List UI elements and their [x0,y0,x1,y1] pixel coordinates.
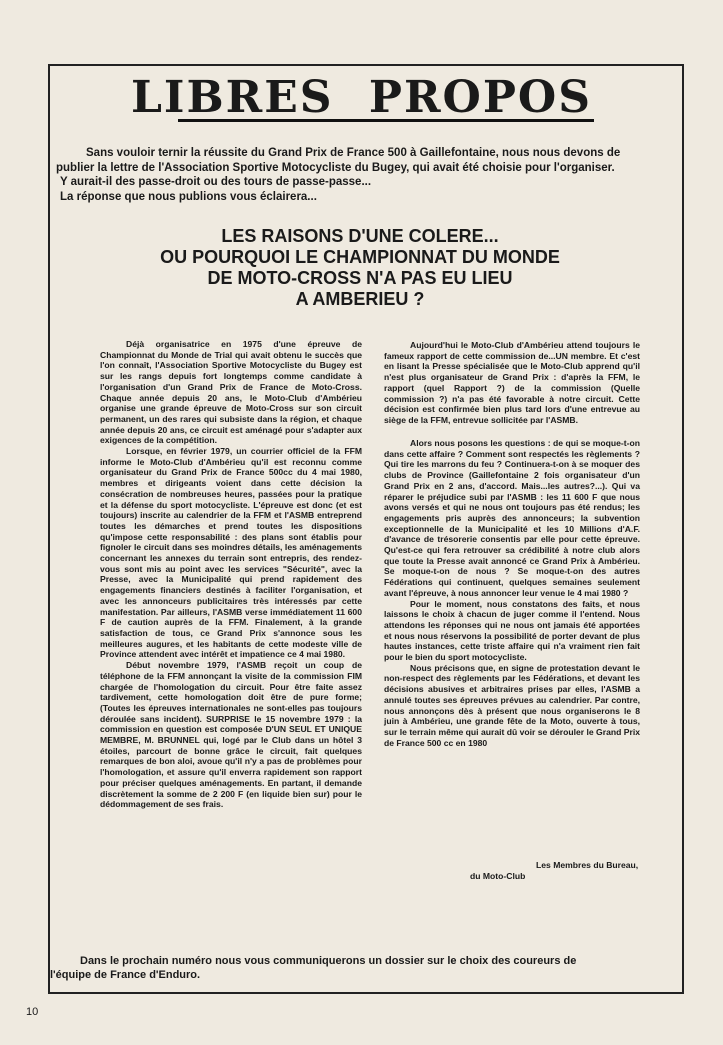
headline-line: DE MOTO-CROSS N'A PAS EU LIEU [207,268,513,288]
intro-line: Sans vouloir ternir la réussite du Grand Prix de France 500 à Gaillefontaine, nous nous devons de [86,147,621,159]
headline-line: OU POURQUOI LE CHAMPIONNAT DU MONDE [160,247,560,267]
headline-line: LES RAISONS D'UNE COLERE... [221,226,499,246]
body-paragraph: Début novembre 1979, l'ASMB reçoit un coup de téléphone de la FFM annonçant la visite de la commission FIM chargée de l'homologation du circuit. Pour être faite assez tardivement, cette homologation doit être de pure forme; (Toutes les épreuves internationales ne sont-elles pas toujours déroulée sans incident). SURPRISE le 15 novembre 1979 : la commission en question est composée D'UN SEUL ET UNIQUE MEMBRE, M. BRUNNEL qui, logé par le Club dans un hôtel 3 étoiles, parcourt de bonne grâce le circuit, fait quelques remarques de bon aloi, avoue qu'il n'y a pas de problèmes pour l'homologation, et assure qu'il enverra rapidement son rapport pour préciser quelques aménagements. En partant, il demande discrètement la somme de 2 200 F (en liquide bien sur) pour le dédommagement de ses frais. [100,660,362,810]
signature-line: Les Membres du Bureau, [536,860,639,870]
signature-block [470,860,710,882]
body-paragraph: Déjà organisatrice en 1975 d'une épreuve de Championnat du Monde de Trial qui avait obtenu le succès que l'on connaît, l'Association Sportive Motocycliste du Bugey est sur les rangs depuis fort longtemps comme candidate à l'organisation d'un Grand Prix de France de Moto-Cross. Chaque année depuis 20 ans, le Moto-Club d'Ambérieu organise une grande épreuve de Moto-Cross sur son circuit permanent, un des rares qui subsiste dans la région, et chaque année depuis 20 ans, ce circuit est aménagé pour s'adapter aux exigences de la compétition. [100,339,362,446]
headline-line: A AMBERIEU ? [295,289,425,309]
body-paragraph: Pour le moment, nous constatons des faits, et nous laissons le choix à chacun de juger comme il l'entend. Nous attendons les réponses qui ne nous ont jamais été apportées et nous nous réservons la possibilité de porter devant de plus hautes instances, cette triste affaire qui n'a vraiment rien fait pour le bien du sport motocycliste. [384,598,640,663]
intro-line: La réponse que nous publions vous éclairera... [60,190,317,203]
title-underline [178,119,594,122]
right-column-bottom [384,438,640,748]
signature-line: du Moto-Club [470,871,526,881]
footer-line: l'équipe de France d'Enduro. [50,968,201,981]
article-headline [90,226,630,310]
right-column-top [384,340,640,426]
body-paragraph: Nous précisons que, en signe de protestation devant le non-respect des règlements par les Fédérations, et devant les décisions abusives et arbitraires prises par elles, l'ASMB a annulé toutes ses épreuves prévues au calendrier. Par contre, nous annonçons dès à présent que nous organiserons le 8 juin à Ambérieu, une grande fête de la Moto, ouverte à tous, sur le terrain même qui aurait dû voir se dérouler le Grand Prix de France 500 cc en 1980 [384,662,640,748]
body-paragraph: Aujourd'hui le Moto-Club d'Ambérieu attend toujours le fameux rapport de cette commission de...UN membre. Et c'est en lisant la Presse spécialisée que le Moto-Club apprend qu'il n'est plus organisateur de Grand Prix : d'après la FFM, le rapport (quel Rapport ?) de la commission (Quelle commission ?) n'a pas été favorable à notre circuit. Cette décision est confirmée bien plus tard lors d'une entrevue au siège de la FFM, entrevue sollicitée par l'ASMB. [384,340,640,425]
intro-line: Y aurait-il des passe-droit ou des tours de passe-passe... [60,176,372,188]
page-title: LIBRES PROPOS [130,72,593,123]
body-paragraph: Lorsque, en février 1979, un courrier officiel de la FFM informe le Moto-Club d'Ambérieu qu'il est reconnu comme organisateur du Grand Prix de France 500cc du 4 mai 1980, membres et dirigeants voient dans cette décision la consécration de nombreuses heures, passées pour la pratique et la défense du sport motocycliste. L'épreuve est donc (et est toujours) inscrite au calendrier de la FFM et l'ASMB entreprend toutes les démarches et prend toutes les dispositions qu'impose cette responsabilité : des plans sont établis pour fignoler le circuit dans ses moindres détails, les aménagements concernant les annexes du terrain sont entrepris, des rendez-vous sont mis au point avec les services "Sécurité", avec la Presse, avec la Municipalité qui prend rapidement des engagements financiers destinés à faciliter l'organisation, et avec les annonceurs publicitaires très intéressés par cette manifestation. Par ailleurs, l'ASMB verse immédiatement 11 600 F de caution auprès de la FFM. Finalement, à la grande satisfaction de tous, ce Grand Prix s'annonce sous les meilleures augures, et les habitants de cette modeste ville de Province attendent avec intérêt et impatience ce 4 mai 1980. [100,446,362,660]
body-paragraph: Alors nous posons les questions : de qui se moque-t-on dans cette affaire ? Comment sont respectés les règlements ? Qui tire les marrons du feu ? Continuera-t-on à se moquer des clubs de Province (Gaillefontaine 2 fois organisateur d'un Grand Prix en 2 ans, d'accord. Mais...les autres?...). Qui va réparer le préjudice subi par l'ASMB : les 11 600 F que nous avons versés et qui ne nous ont toujours pas été rendus; les engagements pris auprès des annonceurs; la subvention exceptionnelle de la Municipalité et les 10 Millions d'A.F. d'avance de trésorerie consentis par elle pour cette épreuve. Qu'est-ce qui fera retrouver sa crédibilité à notre club alors que toute la Presse avait annoncé ce Grand Prix à Ambérieu. Se moque-t-on de nous ? Se moque-t-on des autres Fédérations qui continuent, quelques semaines seulement avant l'épreuve, à nous annoncer leur venue le 4 mai 1980 ? [384,438,640,598]
footer-line: Dans le prochain numéro nous vous communiquerons un dossier sur le choix des coureurs de [80,955,577,967]
intro-line: publier la lettre de l'Association Sportive Motocycliste du Bugey, qui avait été choisie pour l'organiser. [56,161,615,174]
footer-note [50,955,678,982]
intro-paragraph [56,146,682,204]
page-number: 10 [26,1006,39,1018]
left-column [100,339,362,810]
